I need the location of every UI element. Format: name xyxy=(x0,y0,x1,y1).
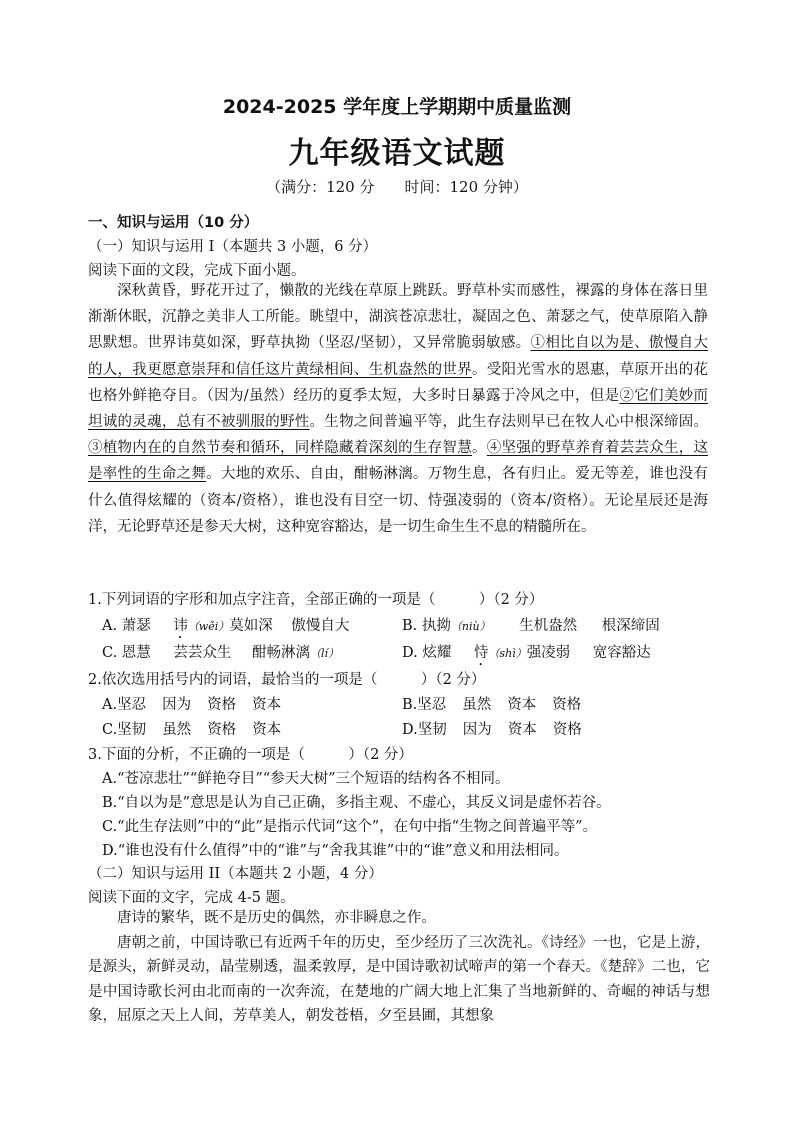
option-word: 酣畅淋漓 xyxy=(252,645,311,661)
question-1-stem: 1.下列词语的字形和加点字注音，全部正确的一项是（ ）（2 分） xyxy=(88,592,544,608)
passage-text: 。大地的欢乐、自由，酣畅淋漓。万物生息，各有归止。爱无等差，谁也没有什么值得炫耀的（资本/资格），谁也没有目空一切、恃强凌弱的（资本/资格）。无论星辰还是海洋，无论野草还是参天大树，这种宽容豁达，是一切生命生生不息的精髓所在。 xyxy=(88,466,709,535)
option-word: 恃 xyxy=(473,645,489,661)
passage-text: 。受阳光雪水的恩惠，草原开出的花也格外鲜艳夺目。（因为/虽然）经历的夏季太短，大多时日暴露于冷风之中，但是 xyxy=(88,361,709,404)
exam-header: 2024-2025 学年度上学期期中质量监测 xyxy=(222,96,572,118)
option-word: C. 恩慧 xyxy=(102,645,151,661)
underlined-sentence-1: ①相比自以为是、傲慢自大的人，我更愿意崇拜和信任这片黄绿相间、生机盎然的世界 xyxy=(88,335,708,378)
q2-option-d[interactable] xyxy=(402,718,582,739)
option-word: 虽然 xyxy=(462,697,492,713)
option-word: 讳 xyxy=(173,618,188,634)
q3-option-a[interactable]: A.“苍凉悲壮”“鲜艳夺目”“参天大树”三个短语的结构各不相同。 xyxy=(102,771,510,787)
option-word: 资格 xyxy=(207,697,237,713)
part-1-instruction: 阅读下面的文段，完成下面小题。 xyxy=(88,263,306,279)
passage-text: 深秋黄昏，野花开过了，懒散的光线在草原上跳跃。野草朴实而感性，裸露的身体在落日里渐渐休眠，沉静之美非人工所能。眺望中，湖滨苍凉悲壮，凝固之色、萧瑟之气，使草原陷入静思默想。世界讳莫如深，野草执拗（坚忍/坚韧），又异常脆弱敏感。 xyxy=(88,283,708,352)
q3-option-b[interactable]: B.“自以为是”意思是认为自己正确，多指主观、不虚心，其反义词是虚怀若谷。 xyxy=(102,795,611,811)
option-word: 资本 xyxy=(252,697,282,713)
pinyin: （lí） xyxy=(310,647,340,660)
option-word: D. 炫耀 xyxy=(402,645,452,661)
pinyin: （wěi） xyxy=(187,620,230,633)
q1-option-c[interactable] xyxy=(102,641,339,662)
option-word: A.坚忍 xyxy=(102,697,147,713)
q2-option-a[interactable] xyxy=(102,693,281,714)
question-3-stem: 3.下面的分析，不正确的一项是（ ）（2 分） xyxy=(88,747,413,763)
option-word: 资本 xyxy=(252,722,282,738)
underlined-sentence-3: ③植物内在的自然节奏和循环，同样隐藏着深刻的生存智慧 xyxy=(88,440,472,457)
option-word: 因为 xyxy=(162,697,192,713)
passage-2-paragraph: 唐朝之前，中国诗歌已有近两千年的历史，至少经历了三次洗礼。《诗经》一也，它是上游，是源头，新鲜灵动，晶莹剔透，温柔敦厚，是中国诗歌初试啼声的第一个春天。《楚辞》二也，它是中国诗歌长河由北而南的一次奔流，在楚地的广阔大地上汇集了当地新鲜的、奇崛的神话与想象，屈原之天上人间，芳草美人，朝发苍梧，夕至县圃，其想象 xyxy=(88,934,710,1024)
passage-text: 。生物之间普遍平等，此生存法则早已在牧人心中根深缔固。 xyxy=(309,414,709,431)
passage-1 xyxy=(88,278,708,540)
exam-title: 九年级语文试题 xyxy=(288,136,506,171)
option-word: 根深缔固 xyxy=(601,618,660,634)
q3-option-c[interactable]: C.“此生存法则”中的“此”是指示代词“这个”，在句中指“生物之间普遍平等”。 xyxy=(102,819,597,835)
q1-option-d[interactable] xyxy=(402,641,651,669)
option-word: C.坚韧 xyxy=(102,722,147,738)
section-1-title: 一、知识与运用（10 分） xyxy=(88,215,259,231)
q1-option-b[interactable] xyxy=(402,614,660,635)
option-word: 芸芸众生 xyxy=(173,645,232,661)
option-word: 资格 xyxy=(552,697,582,713)
pinyin: （shì） xyxy=(488,647,527,660)
option-word: 傲慢自大 xyxy=(291,618,350,634)
underlined-sentence-4: ④坚强的野草养育着芸芸众生，这是率性的生命之舞 xyxy=(88,440,709,483)
pinyin: （niù） xyxy=(450,620,491,633)
option-word: 宽容豁达 xyxy=(592,645,651,661)
passage-text: 。 xyxy=(471,440,487,457)
option-word: A. 萧瑟 xyxy=(102,618,151,634)
q1-option-a[interactable] xyxy=(102,614,349,642)
part-2-instruction: 阅读下面的文字，完成 4-5 题。 xyxy=(88,890,295,906)
option-word: 因为 xyxy=(462,722,492,738)
option-word: 资本 xyxy=(507,722,537,738)
q2-option-b[interactable] xyxy=(402,693,581,714)
option-word: 强凌弱 xyxy=(526,645,571,661)
option-word: 资本 xyxy=(507,697,537,713)
option-word: 资格 xyxy=(552,722,582,738)
q3-option-d[interactable]: D.“谁也没有什么值得”中的“谁”与“舍我其谁”中的“谁”意义和用法相同。 xyxy=(102,843,569,859)
option-word: 生机盎然 xyxy=(519,618,578,634)
part-1-title: （一）知识与运用 I（本题共 3 小题，6 分） xyxy=(88,239,378,255)
question-2-stem: 2.依次选用括号内的词语，最恰当的一项是（ ）（2 分） xyxy=(88,672,486,688)
option-word: 资格 xyxy=(207,722,237,738)
underlined-sentence-2: ②它们美妙而坦诚的灵魂，总有不被驯服的野性 xyxy=(88,387,708,431)
option-word: 虽然 xyxy=(162,722,192,738)
passage-2 xyxy=(88,906,710,1029)
option-word: B. 执拗 xyxy=(402,618,451,634)
option-word: B.坚忍 xyxy=(402,697,447,713)
option-word: D.坚韧 xyxy=(402,722,447,738)
exam-meta: （满分：120 分 时间：120 分钟） xyxy=(266,178,528,196)
option-word: 莫如深 xyxy=(229,618,273,634)
passage-2-paragraph: 唐诗的繁华，既不是历史的偶然，亦非瞬息之作。 xyxy=(117,910,436,926)
q2-option-c[interactable] xyxy=(102,718,281,739)
part-2-title: （二）知识与运用 II（本题共 2 小题，4 分） xyxy=(88,866,383,882)
